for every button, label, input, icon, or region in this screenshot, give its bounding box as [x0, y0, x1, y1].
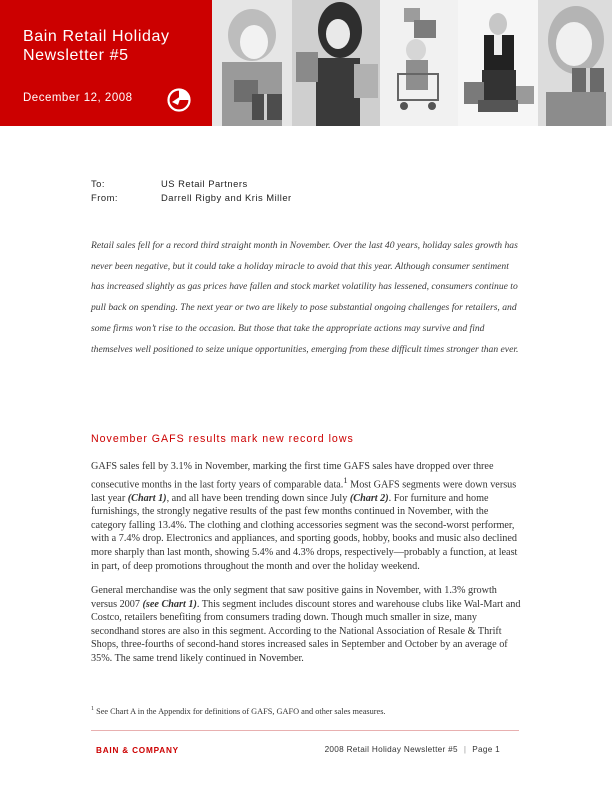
footer-newsletter-name: 2008 Retail Holiday Newsletter #5	[324, 745, 458, 754]
memo-from-label: From:	[91, 191, 118, 203]
memo-block	[91, 176, 292, 204]
memo-to-value: US Retail Partners	[161, 177, 248, 189]
p2-text-a: General merchandise was the only segment that saw positive gains in November, with 1.3% growth versus 2007	[91, 585, 497, 610]
memo-from-value: Darrell Rigby and Kris Miller	[161, 191, 292, 203]
body-paragraph-2	[91, 584, 521, 666]
shopper-photo-5	[538, 0, 612, 126]
footnote-mark: 1	[91, 706, 94, 712]
bain-company-logo: BAIN & COMPANY	[96, 746, 179, 755]
footer-page-info	[325, 745, 500, 754]
chart-2-reference: (Chart 2)	[349, 492, 389, 504]
title-line-1: Bain Retail Holiday	[23, 28, 170, 45]
section-heading: November GAFS results mark new record lows	[91, 433, 354, 445]
shopper-photo-2	[292, 0, 380, 126]
memo-to-label: To:	[91, 177, 106, 189]
p2-text-b: . This segment includes discount stores and warehouse clubs like Wal-Mart and Costco, retailers benefiting from consumers trading down. Though much smaller in size, many secondhand stores are also in this segment. According to the National Association of Resale & Thrift Shops, three-fourths of second-hand stores increased sales in September and October by an average of 35%. The same trend likely continued in November.	[91, 598, 521, 664]
shopper-photo-3	[380, 0, 458, 126]
p1-text-d: . For furniture and home furnishings, the strongly negative results of the past few months continued in November, with the category falling 13.4%. The clothing and clothing accessories segment was the second-worst performer, with a 7.4% drop. Electronics and appliances, and sporting goods, hobby, books and music also declined more sharply than last month, showing 5.4% and 4.3% drops, respectively—probably a function, at least in part, of deep promotions throughout the month and over the holiday weekend.	[91, 492, 518, 572]
shopper-photo-4	[458, 0, 538, 126]
footer-divider	[91, 730, 519, 731]
p1-text-c: , and all have been trending down since July	[166, 492, 350, 504]
page-number: Page 1	[472, 745, 500, 754]
footnote	[91, 706, 386, 716]
footnote-reference: 1	[343, 474, 348, 485]
memo-to-row	[91, 176, 292, 190]
chart-1-reference: (Chart 1)	[127, 492, 167, 504]
shopper-photo-1	[212, 0, 292, 126]
memo-from-row	[91, 190, 292, 204]
chart-1-reference-2: (see Chart 1)	[142, 598, 197, 610]
bain-compass-logo-icon	[166, 87, 192, 113]
footnote-text: See Chart A in the Appendix for definitions of GAFS, GAFO and other sales measures.	[94, 706, 386, 716]
p1-text-a: GAFS sales fell by 3.1% in November, marking the first time GAFS sales have dropped over three consecutive months in the last forty years of comparable data.	[91, 461, 494, 490]
title-block	[0, 0, 212, 126]
p1-text-b: Most GAFS segments were down versus last year	[91, 478, 517, 504]
holiday-shoppers-photo-strip	[212, 0, 612, 126]
intro-paragraph: Retail sales fell for a record third straight month in November. Over the last 40 years, holiday sales growth has never been negative, but it could take a holiday miracle to avoid that this year. Although consumer sentiment has increased slightly as gas prices have fallen and stock market volatility has lessened, consumers continue to pull back on spending. The next year or two are likely to pose substantial ongoing challenges for retailers, and some firms won’t rise to the occasion. But those that take the appropriate actions may survive and find themselves well positioned to seize unique opportunities, emerging from these difficult times stronger than ever.	[91, 240, 519, 355]
title-line-2: Newsletter #5	[23, 47, 129, 64]
body-paragraph-1	[91, 460, 521, 573]
footer-separator: |	[463, 745, 467, 754]
newsletter-header	[0, 0, 612, 126]
newsletter-title	[23, 27, 208, 65]
newsletter-date: December 12, 2008	[23, 92, 133, 104]
